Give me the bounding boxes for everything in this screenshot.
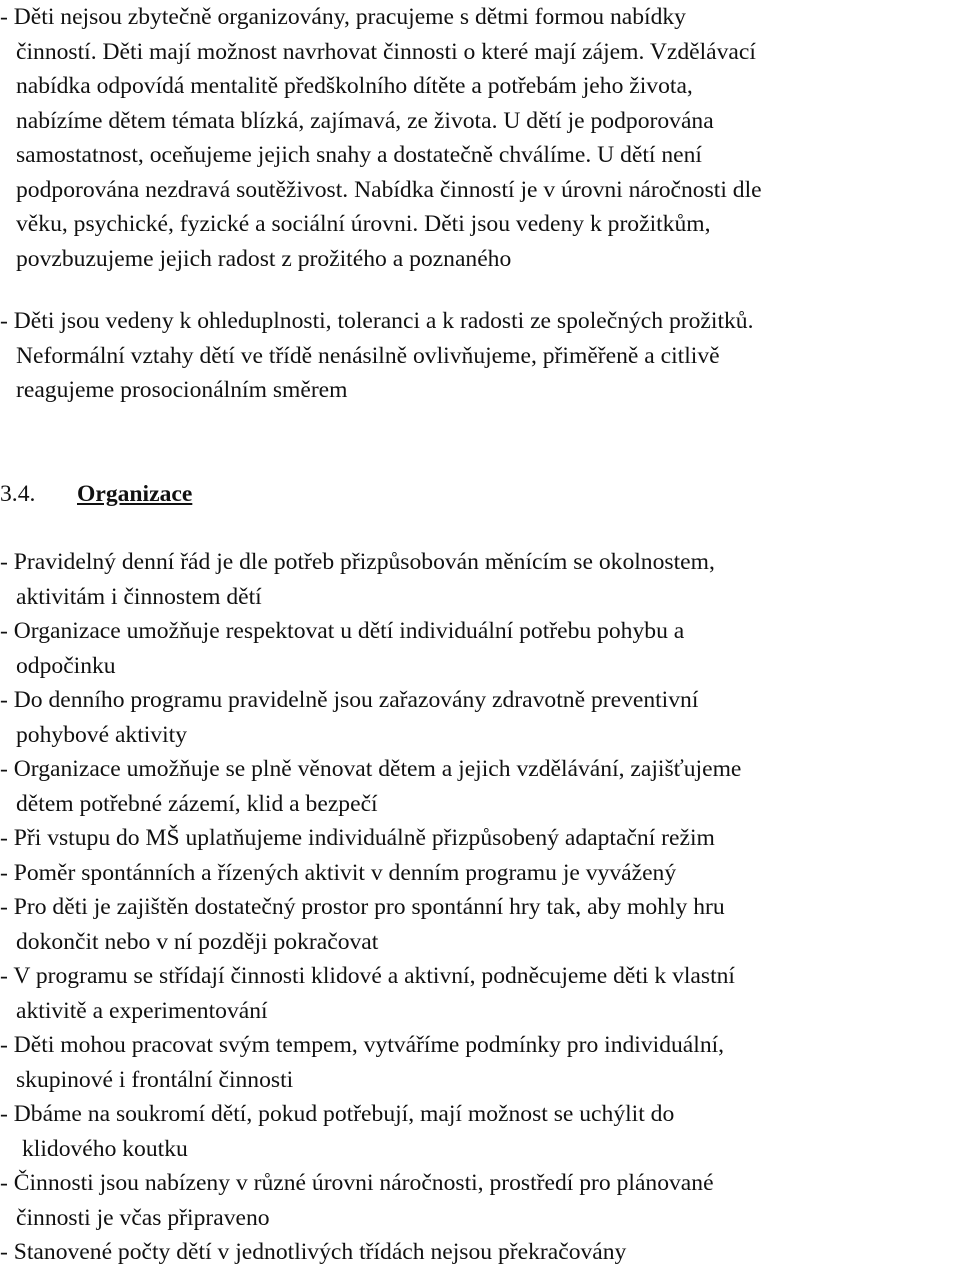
section-heading	[0, 477, 192, 512]
text-line: samostatnost, oceňujeme jejich snahy a dostatečně chválíme. U dětí není	[16, 142, 702, 168]
list-item: - Do denního programu pravidelně jsou zařazovány zdravotně preventivní	[0, 687, 699, 713]
text-line: povzbuzujeme jejich radost z prožitého a poznaného	[16, 245, 512, 272]
list-item: - V programu se střídají činnosti klidové a aktivní, podněcujeme děti k vlastní	[0, 963, 735, 989]
section-title: Organizace	[77, 481, 193, 507]
list-item: - Činnosti jsou nabízeny v různé úrovni náročnosti, prostředí pro plánované	[0, 1170, 714, 1196]
organization-list	[0, 545, 960, 1270]
list-item-continuation: klidového koutku	[22, 1135, 188, 1162]
list-item: - Pravidelný denní řád je dle potřeb přizpůsobován měnícím se okolnostem,	[0, 549, 715, 575]
list-item-continuation: skupinové i frontální činnosti	[16, 1066, 294, 1093]
text-line: podporována nezdravá soutěživost. Nabídka činností je v úrovni náročnosti dle	[16, 176, 762, 203]
list-item-continuation: odpočinku	[16, 652, 116, 679]
list-item-continuation: pohybové aktivity	[16, 721, 188, 748]
text-line: reagujeme prosocionálním směrem	[16, 377, 348, 403]
text-line: nabídka odpovídá mentalitě předškolního dítěte a potřebám jeho života,	[16, 73, 693, 99]
list-item: - Dbáme na soukromí dětí, pokud potřebují, mají možnost se uchýlit do	[0, 1101, 675, 1127]
text-line: Neformální vztahy dětí ve třídě nenásilně ovlivňujeme, přiměřeně a citlivě	[16, 342, 720, 369]
intro-paragraph	[0, 0, 960, 276]
list-item: - Pro děti je zajištěn dostatečný prostor pro spontánní hry tak, aby mohly hru	[0, 894, 725, 920]
list-item: - Poměr spontánních a řízených aktivit v denním programu je vyvážený	[0, 859, 677, 886]
list-item: - Organizace umožňuje se plně věnovat dětem a jejich vzdělávání, zajišťujeme	[0, 756, 742, 782]
section-number: 3.4.	[0, 481, 36, 507]
text-line: - Děti jsou vedeny k ohleduplnosti, toleranci a k radosti ze společných prožitků.	[0, 308, 754, 334]
text-line: činností. Děti mají možnost navrhovat činnosti o které mají zájem. Vzdělávací	[16, 38, 756, 65]
list-item-continuation: aktivitě a experimentování	[16, 997, 268, 1024]
relations-paragraph	[0, 304, 960, 408]
text-line: věku, psychické, fyzické a sociální úrovni. Děti jsou vedeny k prožitkům,	[16, 211, 711, 237]
text-line: - Děti nejsou zbytečně organizovány, pracujeme s dětmi formou nabídky	[0, 4, 686, 30]
list-item: - Děti mohou pracovat svým tempem, vytváříme podmínky pro individuální,	[0, 1032, 725, 1058]
list-item-continuation: činnosti je včas připraveno	[16, 1204, 270, 1231]
list-item: - Při vstupu do MŠ uplatňujeme individuálně přizpůsobený adaptační režim	[0, 825, 715, 851]
list-item-continuation: dokončit nebo v ní později pokračovat	[16, 928, 379, 955]
list-item-continuation: dětem potřebné zázemí, klid a bezpečí	[16, 790, 378, 817]
list-item: - Stanovené počty dětí v jednotlivých třídách nejsou překračovány	[0, 1239, 627, 1265]
list-item: - Organizace umožňuje respektovat u dětí individuální potřebu pohybu a	[0, 618, 685, 644]
text-line: nabízíme dětem témata blízká, zajímavá, ze života. U dětí je podporována	[16, 107, 714, 134]
list-item-continuation: aktivitám i činnostem dětí	[16, 583, 262, 610]
